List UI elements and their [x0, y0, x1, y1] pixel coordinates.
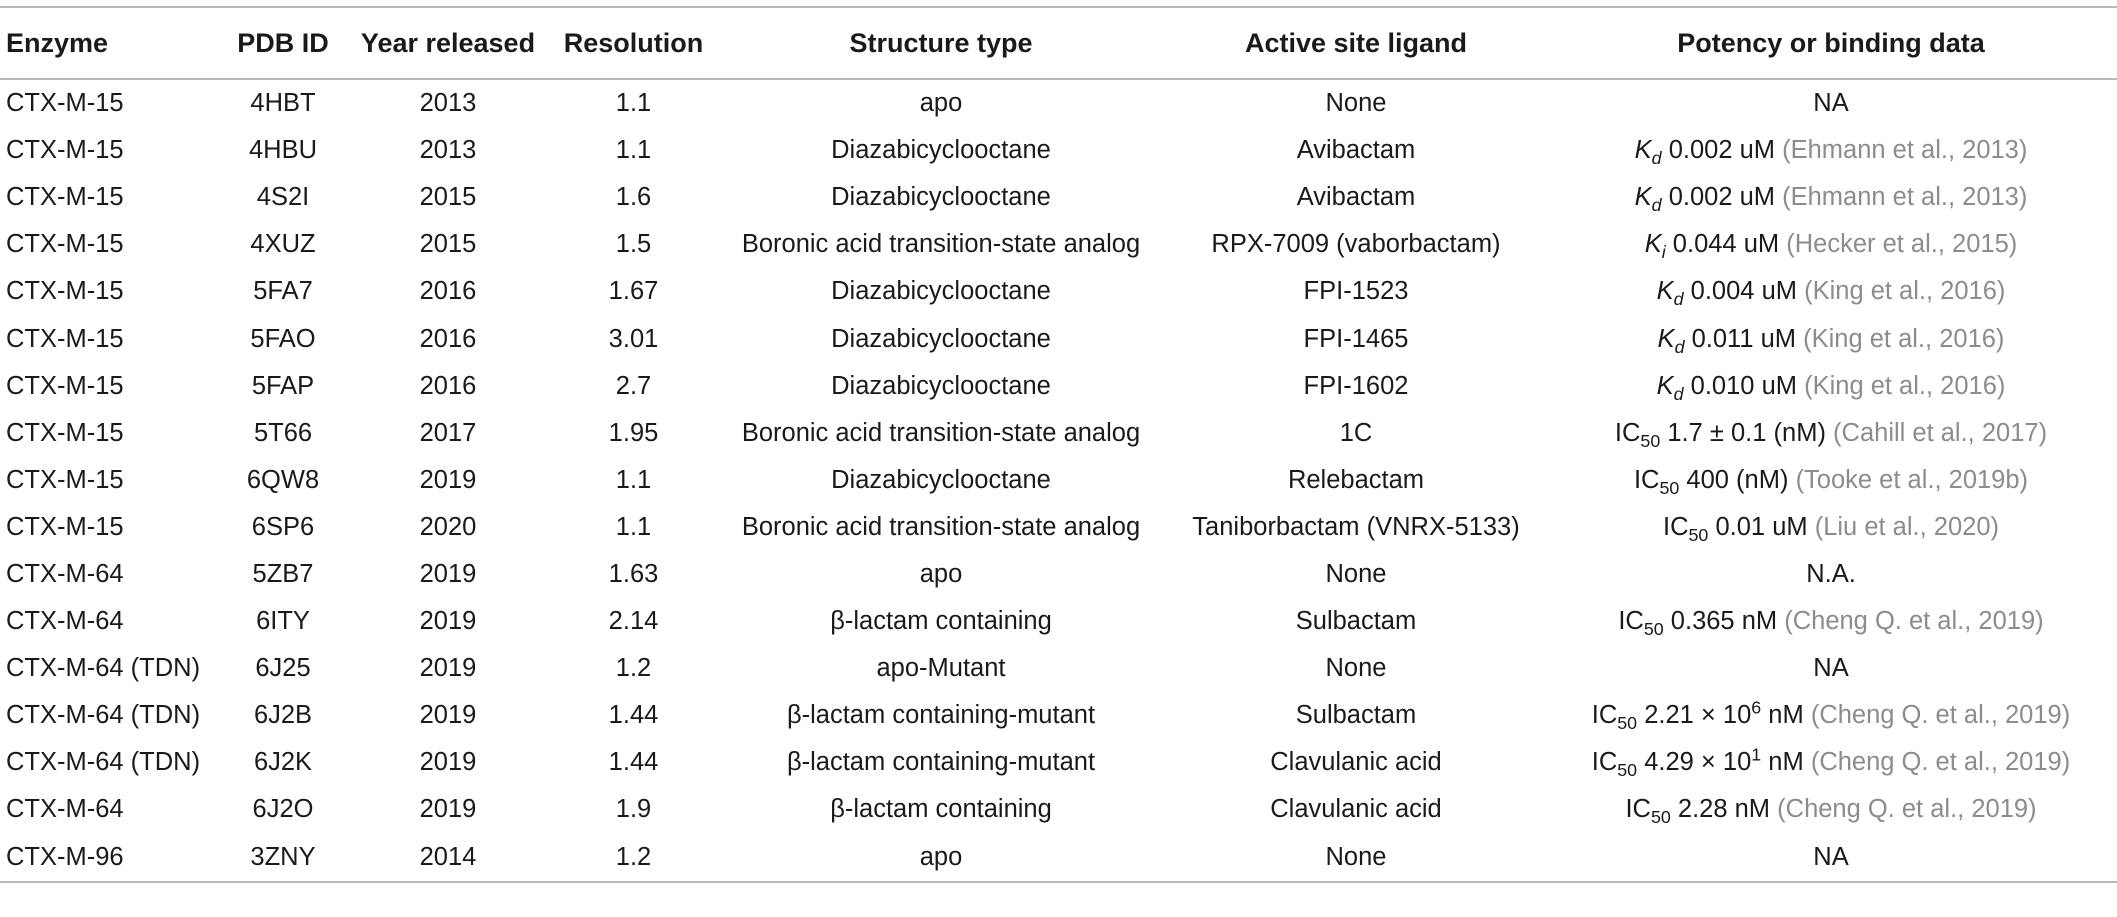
potency-unit: nM	[1734, 795, 1771, 824]
potency-symbol: K	[1656, 371, 1674, 400]
potency-cell	[1545, 786, 2117, 833]
potency-subscript: 50	[1659, 477, 1680, 498]
ligand-cell: FPI-1523	[1303, 277, 1409, 306]
pdb-id-cell: 6ITY	[256, 607, 310, 636]
potency-cell	[1545, 221, 2117, 268]
enzyme-cell: CTX-M-15	[6, 136, 124, 165]
enzyme-cell: CTX-M-15	[6, 371, 124, 400]
reference-link: (Cheng Q. et al., 2019)	[1810, 701, 2071, 730]
pdb-id-cell: 4HBT	[250, 89, 316, 118]
resolution-cell: 2.14	[608, 607, 659, 636]
potency-exponent: 1	[1751, 744, 1762, 765]
structure-type-cell: Diazabicyclooctane	[831, 136, 1051, 165]
pdb-id-cell: 4HBU	[248, 136, 318, 165]
pdb-id-cell: 5FA7	[253, 277, 313, 306]
year-cell: 2019	[419, 748, 477, 777]
reference-link: (Tooke et al., 2019b)	[1795, 465, 2029, 494]
potency-value: 0.002	[1668, 183, 1733, 212]
enzyme-cell: CTX-M-64	[6, 795, 124, 824]
year-cell: 2019	[419, 607, 477, 636]
resolution-cell: 1.63	[608, 559, 659, 588]
enzyme-cell: CTX-M-64 (TDN)	[6, 748, 201, 777]
structure-type-cell: apo	[919, 559, 963, 588]
potency-subscript: d	[1674, 336, 1685, 357]
potency-value: 2.28	[1677, 795, 1728, 824]
potency-symbol: K	[1644, 230, 1662, 259]
potency-value: 400	[1686, 465, 1729, 494]
header-row	[0, 7, 2117, 79]
potency-unit: uM	[1772, 512, 1808, 541]
resolution-cell: 2.7	[615, 371, 652, 400]
potency-symbol: IC	[1614, 418, 1641, 447]
enzyme-cell: CTX-M-64	[6, 607, 124, 636]
potency-cell	[1545, 127, 2117, 174]
pdb-id-cell: 5FAP	[251, 371, 315, 400]
pdb-id-cell: 5ZB7	[252, 559, 314, 588]
structure-type-cell: β-lactam containing	[830, 795, 1052, 824]
reference-link: (Ehmann et al., 2013)	[1782, 136, 2028, 165]
potency-subscript: d	[1673, 289, 1684, 310]
table-row	[0, 692, 2117, 739]
ligand-cell: None	[1325, 559, 1387, 588]
enzyme-cell: CTX-M-15	[6, 512, 124, 541]
potency-value: NA	[1813, 654, 1849, 683]
potency-cell	[1545, 457, 2117, 504]
year-cell: 2017	[419, 418, 477, 447]
pdb-id-cell: 5T66	[253, 418, 313, 447]
structure-type-cell: Diazabicyclooctane	[831, 277, 1051, 306]
reference-link: (Ehmann et al., 2013)	[1782, 183, 2028, 212]
table-row	[0, 645, 2117, 692]
structure-type-cell: β-lactam containing-mutant	[786, 748, 1096, 777]
header-year-released: Year released	[360, 27, 536, 58]
enzyme-cell: CTX-M-64	[6, 559, 124, 588]
potency-value: 4.29 × 10	[1644, 748, 1752, 777]
resolution-cell: 1.1	[615, 136, 652, 165]
potency-exponent: 6	[1751, 697, 1762, 718]
reference-link: (King et al., 2016)	[1803, 324, 2005, 353]
header-enzyme: Enzyme	[6, 27, 109, 58]
resolution-cell: 1.44	[608, 701, 659, 730]
table-row	[0, 268, 2117, 315]
resolution-cell: 1.44	[608, 748, 659, 777]
table-row	[0, 739, 2117, 786]
resolution-cell: 1.2	[615, 842, 652, 871]
ligand-cell: None	[1325, 654, 1387, 683]
table-row	[0, 410, 2117, 457]
potency-symbol: K	[1634, 183, 1652, 212]
pdb-id-cell: 6SP6	[251, 512, 315, 541]
resolution-cell: 1.9	[615, 795, 652, 824]
header-active-site-ligand: Active site ligand	[1244, 27, 1468, 58]
potency-symbol: IC	[1591, 701, 1618, 730]
resolution-cell: 1.1	[615, 465, 652, 494]
reference-link: (Cheng Q. et al., 2019)	[1784, 607, 2044, 636]
potency-symbol: IC	[1618, 607, 1644, 636]
structure-type-cell: Diazabicyclooctane	[831, 183, 1051, 212]
potency-cell	[1545, 834, 2117, 882]
year-cell: 2019	[419, 701, 477, 730]
reference-link: (Cheng Q. et al., 2019)	[1810, 748, 2071, 777]
potency-cell	[1545, 79, 2117, 127]
header-potency: Potency or binding data	[1677, 27, 1985, 58]
pdb-id-cell: 5FAO	[250, 324, 316, 353]
ligand-cell: FPI-1465	[1303, 324, 1409, 353]
resolution-cell: 1.2	[615, 654, 652, 683]
potency-subscript: d	[1651, 195, 1662, 216]
potency-symbol: IC	[1633, 465, 1660, 494]
table-row	[0, 79, 2117, 127]
potency-subscript: 50	[1617, 713, 1638, 734]
structure-type-cell: Boronic acid transition-state analog	[741, 418, 1141, 447]
potency-subscript: 50	[1617, 760, 1638, 781]
potency-unit: uM	[1739, 136, 1776, 165]
resolution-cell: 1.67	[608, 277, 659, 306]
potency-value: 0.004	[1690, 277, 1755, 306]
pdb-id-cell: 6J25	[255, 654, 311, 683]
ligand-cell: Sulbactam	[1295, 607, 1417, 636]
ligand-cell: None	[1325, 89, 1387, 118]
potency-value: NA	[1813, 89, 1849, 118]
year-cell: 2013	[419, 136, 477, 165]
header-resolution: Resolution	[563, 27, 704, 58]
ligand-cell: 1C	[1339, 418, 1373, 447]
table-row	[0, 174, 2117, 221]
year-cell: 2019	[419, 654, 477, 683]
potency-cell	[1545, 268, 2117, 315]
potency-cell	[1545, 363, 2117, 410]
potency-value: 0.002	[1668, 136, 1733, 165]
table-row	[0, 598, 2117, 645]
table-row	[0, 221, 2117, 268]
potency-subscript: i	[1661, 242, 1666, 263]
potency-value: N.A.	[1806, 559, 1856, 588]
ligand-cell: Avibactam	[1296, 136, 1416, 165]
potency-subscript: 50	[1688, 524, 1709, 545]
year-cell: 2016	[419, 324, 477, 353]
structure-type-cell: Diazabicyclooctane	[831, 324, 1051, 353]
table-row	[0, 786, 2117, 833]
potency-value: 0.011	[1691, 324, 1754, 353]
potency-unit: uM	[1739, 183, 1776, 212]
pdb-id-cell: 6QW8	[246, 465, 320, 494]
potency-cell	[1545, 174, 2117, 221]
potency-cell	[1545, 598, 2117, 645]
reference-link: (Cheng Q. et al., 2019)	[1777, 795, 2037, 824]
resolution-cell: 1.5	[615, 230, 652, 259]
table-row	[0, 551, 2117, 598]
potency-value: NA	[1813, 842, 1849, 871]
pdb-id-cell: 6J2K	[253, 748, 313, 777]
reference-link: (Liu et al., 2020)	[1814, 512, 1999, 541]
potency-value: 1.7 ± 0.1	[1667, 418, 1767, 447]
potency-unit: uM	[1761, 371, 1797, 400]
structure-type-cell: Boronic acid transition-state analog	[741, 230, 1141, 259]
year-cell: 2016	[419, 277, 477, 306]
ligand-cell: Relebactam	[1287, 465, 1425, 494]
potency-value: 2.21 × 10	[1644, 701, 1752, 730]
enzyme-cell: CTX-M-15	[6, 324, 124, 353]
potency-subscript: d	[1673, 383, 1684, 404]
potency-value: 0.044	[1672, 230, 1737, 259]
potency-subscript: 50	[1640, 430, 1661, 451]
potency-unit: uM	[1761, 277, 1797, 306]
ligand-cell: Taniborbactam (VNRX-5133)	[1192, 512, 1520, 541]
potency-cell	[1545, 315, 2117, 362]
enzyme-cell: CTX-M-15	[6, 277, 124, 306]
potency-unit: nM	[1741, 607, 1778, 636]
year-cell: 2019	[419, 795, 477, 824]
enzyme-cell: CTX-M-15	[6, 465, 124, 494]
potency-symbol: K	[1634, 136, 1652, 165]
enzyme-cell: CTX-M-15	[6, 183, 124, 212]
year-cell: 2015	[419, 230, 477, 259]
potency-unit: uM	[1743, 230, 1780, 259]
ligand-cell: Clavulanic acid	[1270, 748, 1442, 777]
year-cell: 2014	[419, 842, 477, 871]
enzyme-cell: CTX-M-15	[6, 230, 124, 259]
structure-type-cell: Diazabicyclooctane	[831, 371, 1051, 400]
table-row	[0, 127, 2117, 174]
potency-cell	[1545, 410, 2117, 457]
structure-type-cell: Boronic acid transition-state analog	[741, 512, 1141, 541]
year-cell: 2015	[419, 183, 477, 212]
resolution-cell: 1.6	[615, 183, 652, 212]
potency-symbol: IC	[1663, 512, 1689, 541]
potency-cell	[1545, 645, 2117, 692]
pdb-id-cell: 3ZNY	[250, 842, 316, 871]
year-cell: 2016	[419, 371, 477, 400]
enzyme-cell: CTX-M-64 (TDN)	[6, 654, 201, 683]
potency-unit: nM	[1768, 748, 1804, 777]
potency-symbol: K	[1657, 324, 1675, 353]
enzyme-cell: CTX-M-15	[6, 418, 124, 447]
ligand-cell: RPX-7009 (vaborbactam)	[1211, 230, 1501, 259]
potency-symbol: K	[1656, 277, 1674, 306]
year-cell: 2019	[419, 465, 477, 494]
potency-cell	[1545, 551, 2117, 598]
potency-cell	[1545, 692, 2117, 739]
pdb-id-cell: 4S2I	[256, 183, 310, 212]
table-row	[0, 504, 2117, 551]
resolution-cell: 1.1	[615, 512, 652, 541]
header-pdb-id: PDB ID	[237, 27, 329, 58]
reference-link: (Hecker et al., 2015)	[1786, 230, 2018, 259]
table-row	[0, 457, 2117, 504]
potency-unit: (nM)	[1773, 418, 1826, 447]
potency-symbol: IC	[1591, 748, 1618, 777]
enzyme-cell: CTX-M-64 (TDN)	[6, 701, 201, 730]
table-row	[0, 834, 2117, 882]
structure-type-cell: β-lactam containing	[830, 607, 1052, 636]
structure-type-cell: apo	[919, 842, 963, 871]
year-cell: 2020	[419, 512, 477, 541]
pdb-id-cell: 6J2O	[252, 795, 314, 824]
structure-type-cell: apo	[919, 89, 963, 118]
header-structure-type: Structure type	[849, 27, 1033, 58]
structure-type-cell: apo-Mutant	[876, 654, 1006, 683]
potency-subscript: 50	[1650, 807, 1671, 828]
enzyme-cell: CTX-M-96	[6, 842, 124, 871]
potency-subscript: 50	[1643, 619, 1664, 640]
resolution-cell: 3.01	[608, 324, 659, 353]
ligand-cell: Clavulanic acid	[1270, 795, 1442, 824]
enzyme-structure-table	[0, 6, 2117, 883]
year-cell: 2013	[419, 89, 477, 118]
potency-unit: nM	[1768, 701, 1804, 730]
resolution-cell: 1.95	[608, 418, 659, 447]
table-row	[0, 363, 2117, 410]
resolution-cell: 1.1	[615, 89, 652, 118]
structure-type-cell: β-lactam containing-mutant	[786, 701, 1096, 730]
ligand-cell: FPI-1602	[1303, 371, 1409, 400]
potency-value: 0.01	[1715, 512, 1766, 541]
table-row	[0, 315, 2117, 362]
potency-value: 0.365	[1670, 607, 1735, 636]
enzyme-cell: CTX-M-15	[6, 89, 124, 118]
reference-link: (Cahill et al., 2017)	[1833, 418, 2048, 447]
potency-cell	[1545, 739, 2117, 786]
ligand-cell: Avibactam	[1296, 183, 1416, 212]
potency-symbol: IC	[1625, 795, 1651, 824]
potency-value: 0.010	[1690, 371, 1755, 400]
potency-cell	[1545, 504, 2117, 551]
potency-unit: uM	[1760, 324, 1797, 353]
reference-link: (King et al., 2016)	[1804, 371, 2006, 400]
pdb-id-cell: 4XUZ	[250, 230, 316, 259]
structure-type-cell: Diazabicyclooctane	[831, 465, 1051, 494]
potency-subscript: d	[1651, 148, 1662, 169]
reference-link: (King et al., 2016)	[1804, 277, 2006, 306]
year-cell: 2019	[419, 559, 477, 588]
potency-unit: (nM)	[1736, 465, 1789, 494]
ligand-cell: None	[1325, 842, 1387, 871]
pdb-id-cell: 6J2B	[253, 701, 313, 730]
ligand-cell: Sulbactam	[1295, 701, 1417, 730]
